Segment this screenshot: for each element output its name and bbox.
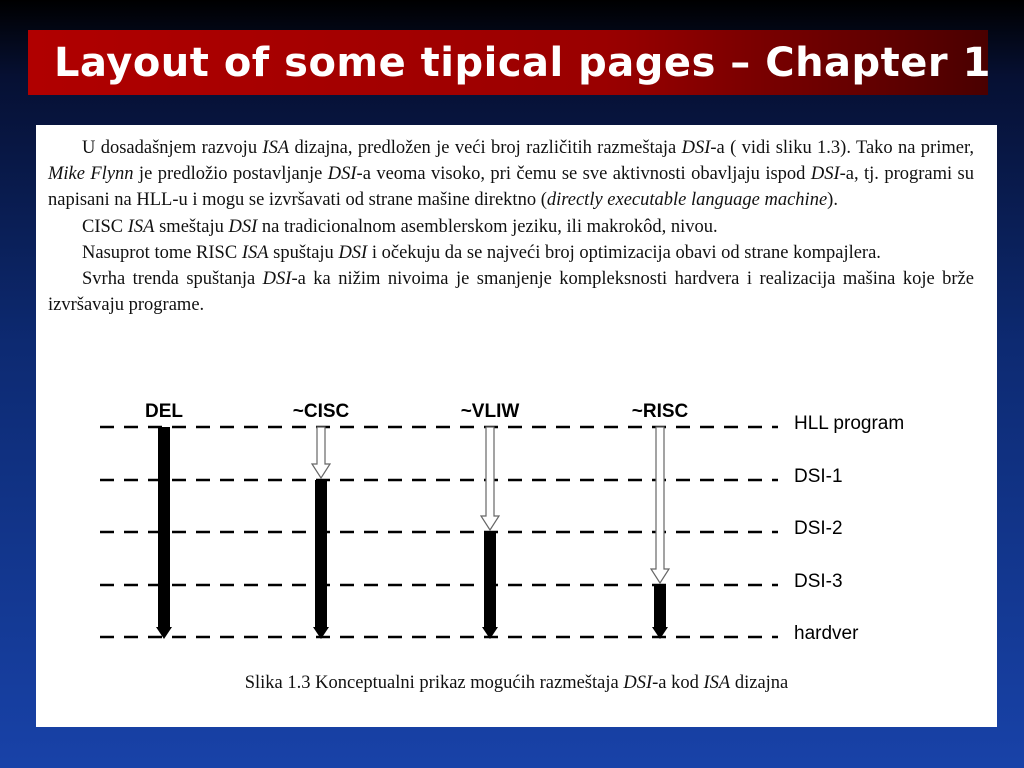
solid-arrow-bar [652, 585, 668, 639]
solid-arrow-bar [313, 480, 329, 639]
solid-arrow-bar [482, 532, 498, 639]
figure-caption: Slika 1.3 Konceptualni prikaz mogućih razmeštaja DSI-a kod ISA dizajna [244, 673, 789, 693]
level-label: DSI-2 [794, 518, 843, 539]
hollow-arrow [481, 427, 499, 530]
slide-title-bar [28, 30, 991, 95]
level-label: hardver [794, 623, 859, 644]
column-label: DEL [145, 401, 183, 422]
level-label: DSI-1 [794, 466, 843, 487]
solid-arrow-bar [156, 427, 172, 639]
slide-title: Layout of some tipical pages – Chapter 1 [54, 39, 991, 86]
paragraph: Nasuprot tome RISC ISA spuštaju DSI i očekuju da se najveći broj optimizacija obavi od strane kompajlera. [82, 242, 881, 263]
dsi-placement-diagram [36, 125, 997, 727]
level-label: DSI-3 [794, 571, 843, 592]
hollow-arrow [651, 427, 669, 583]
document-page-image [36, 125, 997, 727]
hollow-arrow [312, 427, 330, 478]
paragraph: CISC ISA smeštaju DSI na tradicionalnom asemblerskom jeziku, ili makrokôd, nivou. [82, 216, 718, 237]
column-label: ~VLIW [460, 401, 520, 422]
column-label: ~CISC [292, 401, 350, 422]
paragraph: U dosadašnjem razvoju ISA dizajna, predložen je veći broj različitih razmeštaja DSI-a ( vidi sliku 1.3). Tako na primer, Mike Flynn je predložio postavljanje DSI-a veoma visoko, pri čemu se sve aktivnosti obavljaju ispod DSI-a, tj. programi su napisani na HLL-u i mogu se izvršavati od strane mašine direktno (directly executable language machine). [48, 138, 975, 211]
column-label: ~RISC [631, 401, 689, 422]
level-label: HLL program [794, 413, 905, 434]
paragraph: Svrha trenda spuštanja DSI-a ka nižim nivoima je smanjenje kompleksnosti hardvera i realizacija mašina koje brže izvršavaju programe. [48, 269, 974, 316]
